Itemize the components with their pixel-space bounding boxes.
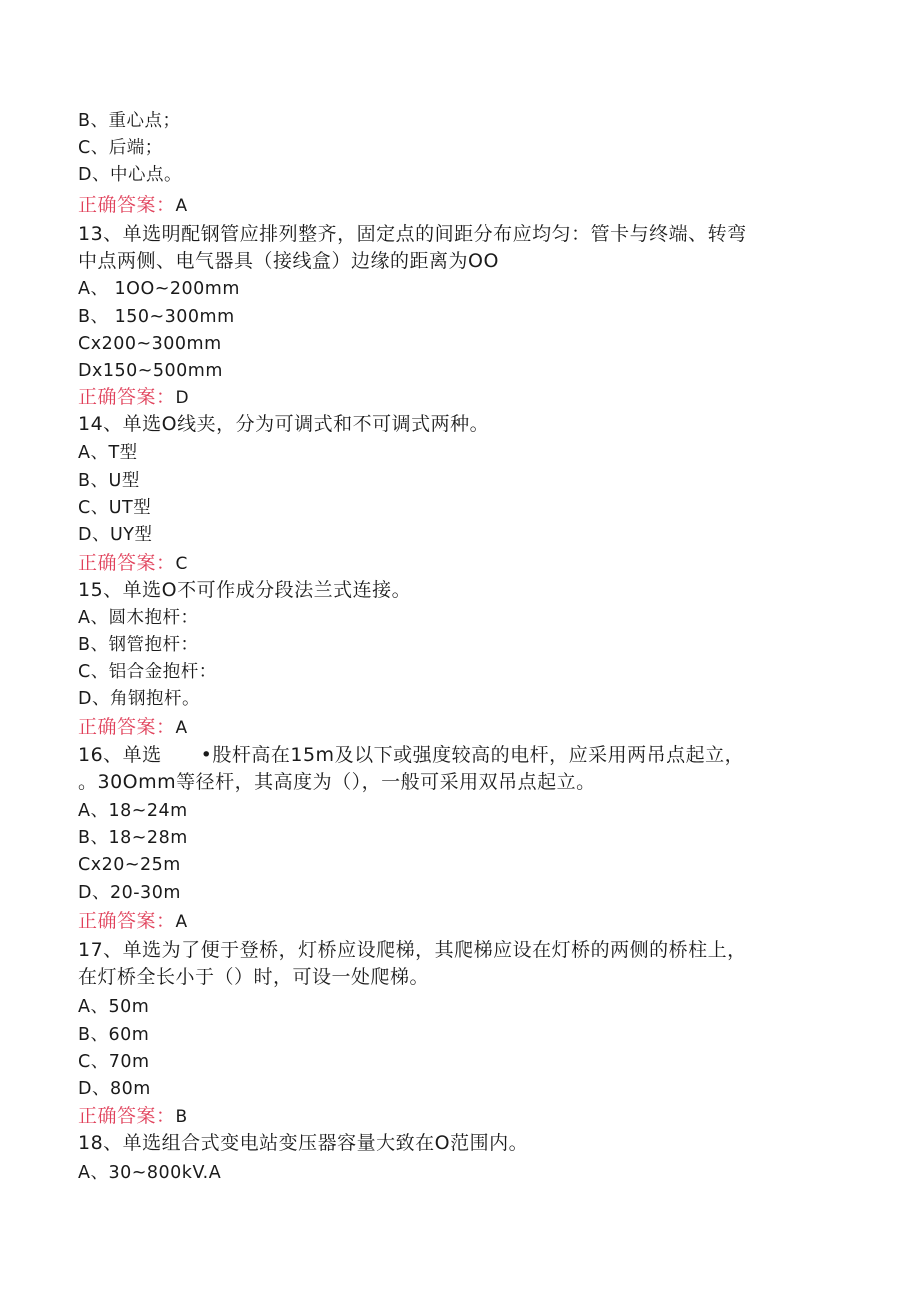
option-line: A、圆木抱杆： bbox=[78, 608, 199, 628]
option-line: C、70m bbox=[78, 1052, 150, 1072]
answer-value: C bbox=[175, 554, 188, 574]
question-line: 在灯桥全长小于（）时，可设一处爬梯。 bbox=[78, 966, 430, 988]
option-line: D、80m bbox=[78, 1079, 151, 1099]
option-line: B、重心点； bbox=[78, 111, 181, 131]
answer-value: B bbox=[175, 1107, 188, 1127]
answer-line bbox=[78, 550, 188, 578]
question-line: 18、单选组合式变电站变压器容量大致在O范围内。 bbox=[78, 1132, 529, 1154]
answer-value: A bbox=[175, 718, 188, 738]
answer-label: 正确答案： bbox=[78, 552, 176, 574]
question-line: 13、单选明配钢管应排列整齐，固定点的间距分布应均匀：管卡与终端、转弯 bbox=[78, 223, 747, 245]
option-line: A、50m bbox=[78, 997, 150, 1017]
option-line: A、T型 bbox=[78, 443, 138, 463]
question-line: 。30Omm等径杆，其高度为（），一般可采用双吊点起立。 bbox=[78, 771, 596, 793]
answer-value: A bbox=[175, 912, 188, 932]
option-line: B、钢管抱杆： bbox=[78, 635, 199, 655]
answer-line bbox=[78, 908, 188, 936]
question-line: 16、单选 •股杆高在15m及以下或强度较高的电杆，应采用两吊点起立， bbox=[78, 744, 745, 766]
option-line: D、UY型 bbox=[78, 525, 153, 545]
option-line: C、铝合金抱杆： bbox=[78, 662, 217, 682]
answer-line bbox=[78, 192, 188, 220]
option-line: C、UT型 bbox=[78, 498, 152, 518]
answer-label: 正确答案： bbox=[78, 1105, 176, 1127]
answer-label: 正确答案： bbox=[78, 910, 176, 932]
question-line: 17、单选为了便于登桥，灯桥应设爬梯，其爬梯应设在灯桥的两侧的桥柱上， bbox=[78, 939, 747, 961]
option-line: Cx20~25m bbox=[78, 855, 181, 875]
answer-line bbox=[78, 714, 188, 742]
option-line: A、 1OO~200mm bbox=[78, 279, 240, 299]
answer-label: 正确答案： bbox=[78, 386, 176, 408]
answer-line bbox=[78, 384, 189, 412]
option-line: Cx200~300mm bbox=[78, 334, 222, 354]
answer-value: D bbox=[175, 388, 190, 408]
answer-value: A bbox=[175, 196, 188, 216]
question-line: 14、单选O线夹，分为可调式和不可调式两种。 bbox=[78, 413, 490, 435]
option-line: Dx150~500mm bbox=[78, 361, 223, 381]
answer-label: 正确答案： bbox=[78, 716, 176, 738]
option-line: D、角钢抱杆。 bbox=[78, 689, 200, 709]
option-line: B、 150~300mm bbox=[78, 307, 235, 327]
option-line: D、20-30m bbox=[78, 883, 181, 903]
option-line: B、60m bbox=[78, 1025, 150, 1045]
option-line: D、中心点。 bbox=[78, 165, 182, 185]
question-line: 中点两侧、电气器具（接线盒）边缘的距离为OO bbox=[78, 250, 499, 272]
question-line: 15、单选O不可作成分段法兰式连接。 bbox=[78, 579, 412, 601]
option-line: A、30~800kV.A bbox=[78, 1163, 222, 1183]
answer-line bbox=[78, 1103, 188, 1131]
option-line: B、U型 bbox=[78, 471, 140, 491]
option-line: A、18~24m bbox=[78, 801, 188, 821]
option-line: B、18~28m bbox=[78, 828, 188, 848]
option-line: C、后端； bbox=[78, 138, 163, 158]
answer-label: 正确答案： bbox=[78, 194, 176, 216]
